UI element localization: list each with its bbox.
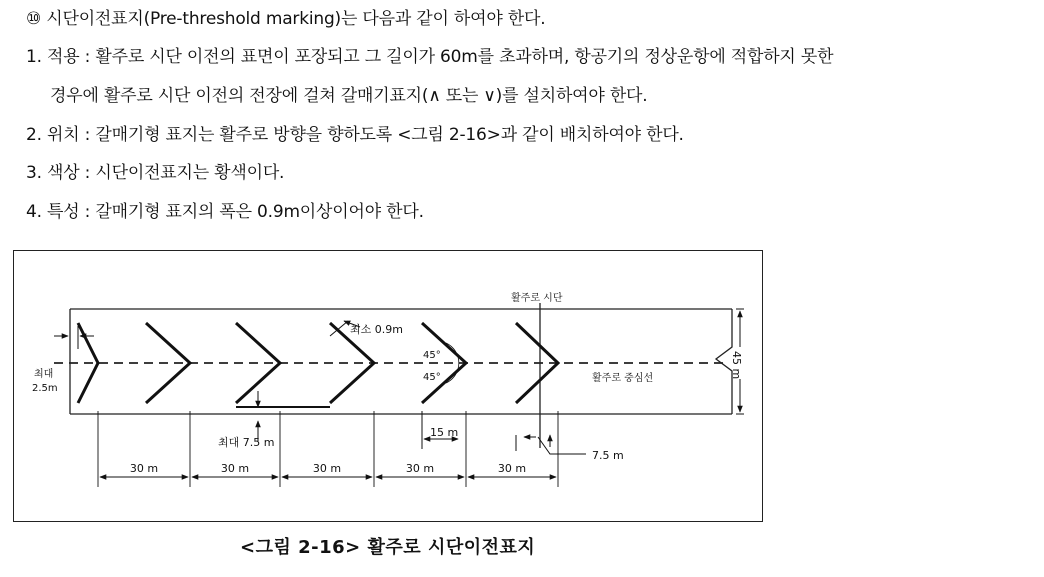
spacing-30-label: 30 m [497,462,527,475]
figure-caption: <그림 2-16> 활주로 시단이전표지 [240,537,536,558]
figure-frame [13,250,763,522]
min-width-label: 최소 0.9m [350,323,403,336]
spacing-30-label: 30 m [220,462,250,475]
threshold-label: 활주로 시단 [511,293,563,304]
item-1-line-2: 경우에 활주로 시단 이전의 전장에 걸쳐 갈매기표지(∧ 또는 ∨)를 설치하여야 한다. [50,86,648,106]
spacing-30-label: 30 m [405,462,435,475]
item-3: 3. 색상 : 시단이전표지는 황색이다. [26,163,285,183]
max-left-label-line2: 2.5m [32,383,58,394]
angle-lower-label: 45° [423,372,441,383]
item-4: 4. 특성 : 갈매기형 표지의 폭은 0.9m이상이어야 한다. [26,202,424,222]
spacing-15-label: 15 m [430,426,459,439]
centerline-label: 활주로 중심선 [592,373,654,384]
item-1-line-1: 1. 적용 : 활주로 시단 이전의 표면이 포장되고 그 길이가 60m를 초과하며, 항공기의 정상운항에 적합하지 못한 [26,47,834,67]
spacing-dimensions [98,411,558,487]
runway-width-label: 45 m [730,351,743,380]
gap-7-5-label: 7.5 m [592,449,624,462]
item-2: 2. 위치 : 갈매기형 표지는 활주로 방향을 향하도록 <그림 2-16>과 같이 배치하여야 한다. [26,125,684,145]
max-left-label-line1: 최대 [34,369,54,380]
angle-upper-label: 45° [423,350,441,361]
runway-diagram [14,251,764,523]
max-7-5-label: 최대 7.5 m [218,436,275,449]
spacing-30-label: 30 m [129,462,159,475]
spacing-30-label: 30 m [312,462,342,475]
section-heading: ⑩ 시단이전표지(Pre-threshold marking)는 다음과 같이 하여야 한다. [26,9,546,29]
